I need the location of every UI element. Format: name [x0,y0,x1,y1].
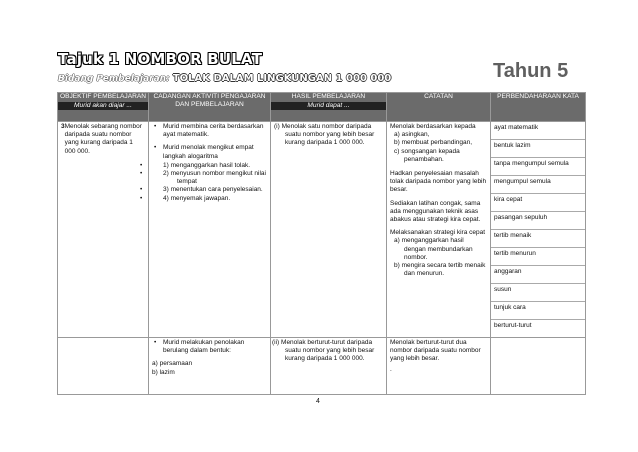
header-objektif-sub: Murid akan diajar ... [58,102,148,110]
activity-1: • Murid membina cerita berdasarkan ayat matematik. [163,123,267,139]
catatan-item: c) songsangan kepada penambahan. [394,147,460,163]
catatan-dot: . [390,365,392,373]
hasil-text: (ii) Menolak berturut-turut daripada suatu nombor yang lebih besar kurang daripada 1 000 000. [272,339,375,363]
kata-item: susun [491,284,585,302]
hasil-cell [271,122,387,338]
catatan-item: a) asingkan, [394,131,430,139]
catatan-item: a) menganggarkan hasil dengan membundarkan nombor. [394,237,473,261]
kata-item: kira cepat [491,194,585,212]
hasil-text: (i) Menolak satu nombor daripada suatu nombor yang lebih besar kurang daripada 1 000 000. [274,123,375,147]
catatan-paragraph: Hadkan penyelesaian masalah tolak daripada nombor yang lebih besar. [390,170,487,194]
header-catatan: CATATAN [387,93,491,122]
kata-item: mengumpul semula [491,176,585,194]
bidang-pembelajaran [58,73,391,84]
form-item: a) persamaan [152,360,193,368]
kata-item: tertib menurun [491,248,585,266]
kata-item: berturut-turut [494,322,532,329]
header-hasil: HASIL PEMBELAJARAN Murid dapat ... [271,93,387,122]
kata-cell [491,338,586,395]
catatan-intro: Menolak berdasarkan kepada [390,123,476,130]
catatan-paragraph: Sediakan latihan congak, sama ada menggunakan teknik asas abakus atau strategi kira cepat. [390,199,481,224]
objektif-number: 3 [61,123,65,130]
activity-1: • Murid melakukan penolakan berulang dalam bentuk: [163,339,267,355]
kata-item: tertib menaik [491,230,585,248]
cadangan-cell [149,338,271,395]
objektif-text: Menolak sebarang nombor daripada suatu nombor yang kurang daripada 1 000 000. [64,123,142,155]
hasil-cell [271,338,387,395]
form-item: b) lazim [152,368,175,376]
kata-item: bentuk lazim [491,140,585,158]
rpt-table [57,92,586,395]
page-number: 4 [316,398,320,405]
activity-2: • Murid menolak mengikut empat langkah alogaritma • 1) menganggarkan hasil tolak. • 2) menyusun nombor mengikut nilai tempat • 3) menentukan cara penyelesaian. • 4) menyemak jawapan. [163,144,267,202]
kata-item: tunjuk cara [491,302,585,320]
header-kata: PERBENDAHARAAN KATA [491,93,586,122]
step-item: • 2) menyusun nombor mengikut nilai tempat [163,170,267,186]
step-item: • 3) menentukan cara penyelesaian. [163,186,267,194]
header-hasil-sub: Murid dapat ... [271,102,386,110]
header-objektif: OBJEKTIF PEMBELAJARAN Murid akan diajar ... [58,93,149,122]
cadangan-cell [149,122,271,338]
kata-item: tanpa mengumpul semula [491,158,585,176]
bidang-label: Bidang Pembelajaran: [58,74,170,84]
step-item: • 4) menyemak jawapan. [163,195,267,203]
objektif-cell [58,338,149,395]
step-item: • 1) menganggarkan hasil tolak. [163,162,267,170]
catatan-cell [387,122,491,338]
kata-cell [491,122,586,338]
header-cadangan: CADANGAN AKTIVITI PENGAJARAN DAN PEMBELAJARAN [149,93,271,122]
tahun-label: Tahun 5 [493,60,569,82]
table-row [58,338,586,395]
catatan-cell [387,338,491,395]
page-title: Tajuk 1 NOMBOR BULAT [58,50,263,68]
kata-item: anggaran [491,266,585,284]
catatan-item: b) mengira secara tertib menaik dan menurun. [394,262,486,278]
table-row [58,122,586,338]
catatan-paragraph: Menolak berturut-turut dua nombor daripada suatu nombor yang lebih besar. [390,339,481,363]
catatan-item: b) membuat perbandingan, [394,139,473,147]
objektif-cell [58,122,149,338]
kata-list [491,122,585,337]
kata-item: ayat matematik [491,122,585,140]
bidang-value: TOLAK DALAM LINGKUNGAN 1 000 000 [172,73,392,84]
kata-item: pasangan sepuluh [491,212,585,230]
table-header-row [58,93,586,122]
catatan-paragraph: Melaksanakan strategi kira cepat [390,229,486,237]
